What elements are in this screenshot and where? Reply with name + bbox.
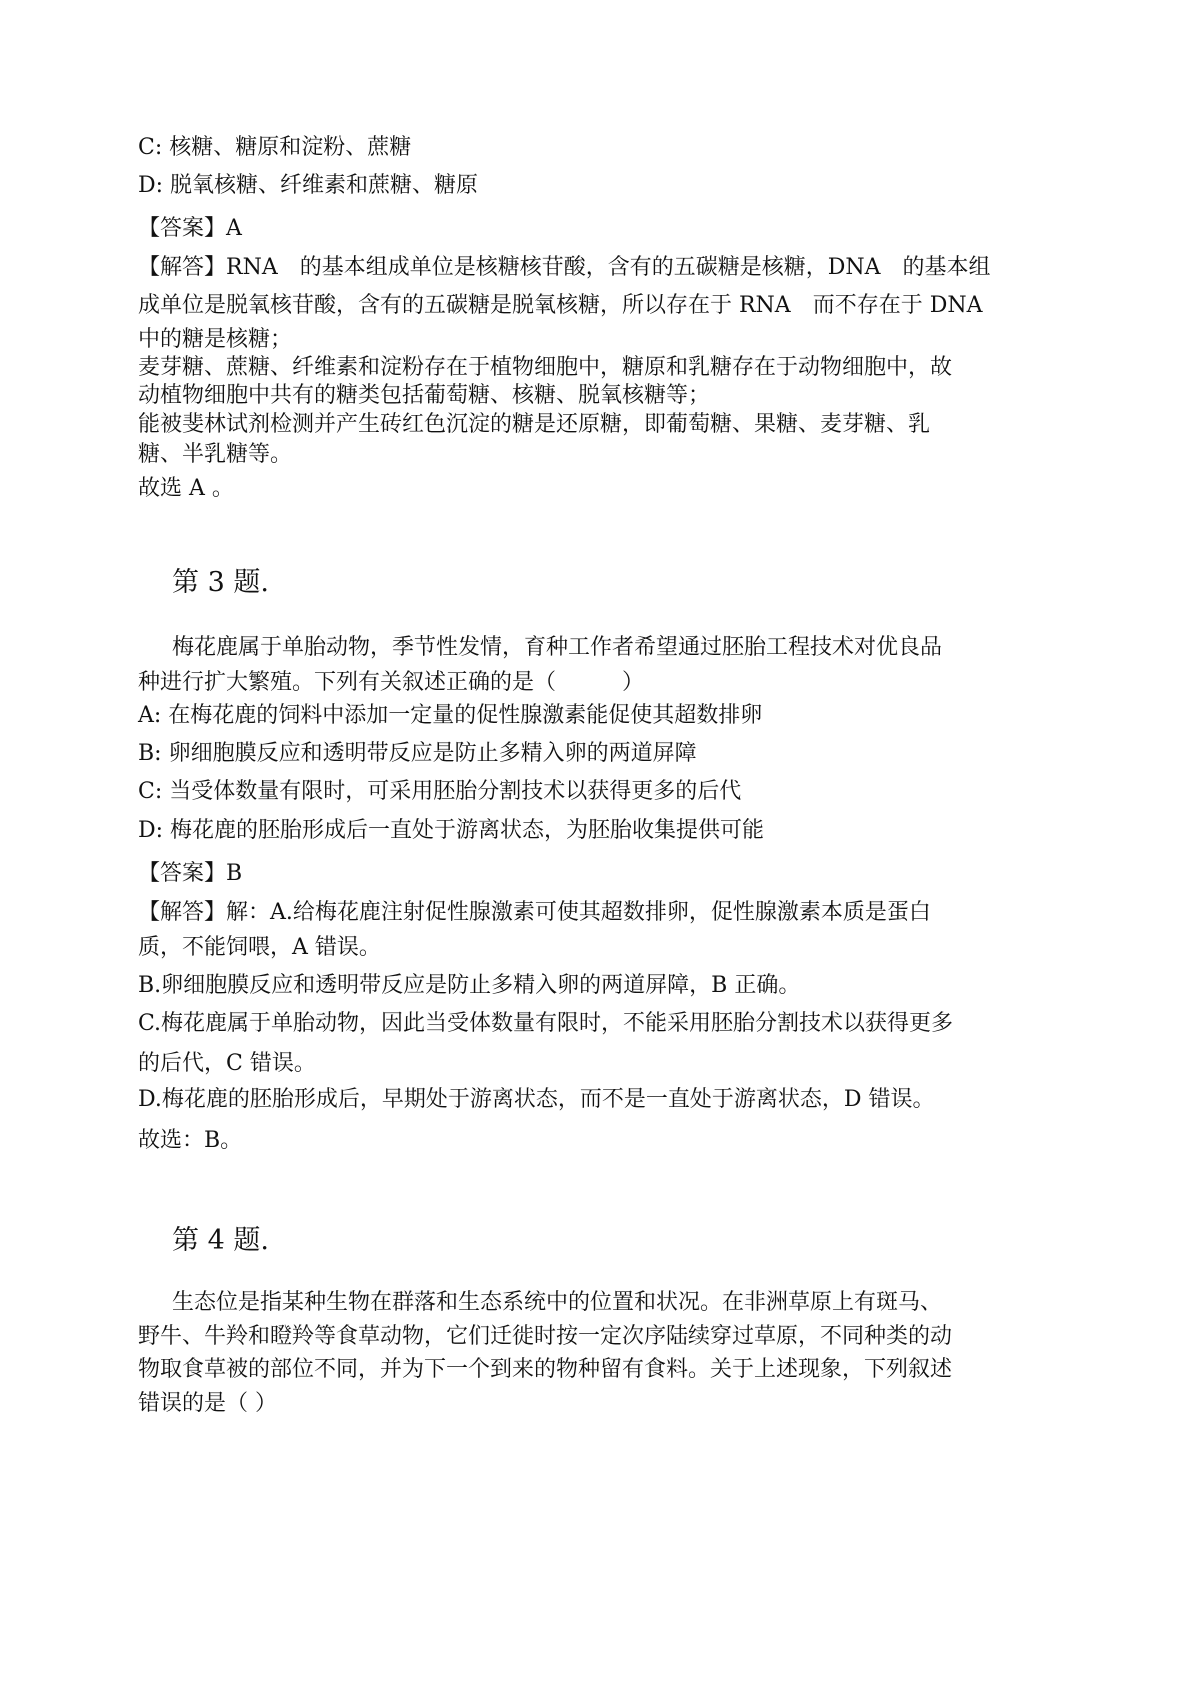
explanation-line: 质，不能饲喂，A 错误。 [138,935,381,960]
question-title: 第 3 题. [172,567,269,598]
explanation-line: 麦芽糖、蔗糖、纤维素和淀粉存在于植物细胞中，糖原和乳糖存在于动物细胞中，故 [138,355,953,380]
stem-line: 物取食草被的部位不同，并为下一个到来的物种留有食料。关于上述现象，下列叙述 [138,1357,953,1382]
conclusion: 故选 A 。 [138,476,234,501]
option-c: C: 核糖、糖原和淀粉、蔗糖 [138,135,412,160]
option-b: B: 卵细胞膜反应和透明带反应是防止多精入卵的两道屏障 [138,741,697,766]
conclusion: 故选：B。 [138,1128,243,1153]
explanation-line: C.梅花鹿属于单胎动物，因此当受体数量有限时，不能采用胚胎分割技术以获得更多 [138,1011,954,1036]
explanation-line: 的后代，C 错误。 [138,1051,316,1076]
explanation-line: 动植物细胞中共有的糖类包括葡萄糖、核糖、脱氧核糖等； [138,383,711,408]
answer: 【答案】A [138,216,242,241]
explanation-line: 中的糖是核糖； [138,327,293,352]
explanation-line: D.梅花鹿的胚胎形成后，早期处于游离状态，而不是一直处于游离状态，D 错误。 [138,1087,935,1112]
option-a: A: 在梅花鹿的饲料中添加一定量的促性腺激素能促使其超数排卵 [138,703,763,728]
option-d: D: 梅花鹿的胚胎形成后一直处于游离状态，为胚胎收集提供可能 [138,818,765,843]
explanation-line: 【解答】RNA 的基本组成单位是核糖核苷酸，含有的五碳糖是核糖，DNA 的基本组 [138,255,991,280]
explanation-line: B.卵细胞膜反应和透明带反应是防止多精入卵的两道屏障，B 正确。 [138,973,801,998]
answer: 【答案】B [138,861,243,886]
explanation-line: 【解答】解：A.给梅花鹿注射促性腺激素可使其超数排卵，促性腺激素本质是蛋白 [138,900,931,925]
explanation-line: 糖、半乳糖等。 [138,442,293,467]
stem-line: 错误的是（ ） [138,1391,277,1416]
stem-line: 梅花鹿属于单胎动物，季节性发情，育种工作者希望通过胚胎工程技术对优良品 [172,635,943,660]
stem-line: 种进行扩大繁殖。下列有关叙述正确的是（ ） [138,670,645,695]
option-c: C: 当受体数量有限时，可采用胚胎分割技术以获得更多的后代 [138,779,742,804]
explanation-line: 能被斐林试剂检测并产生砖红色沉淀的糖是还原糖，即葡萄糖、果糖、麦芽糖、乳 [138,412,931,437]
explanation-line: 成单位是脱氧核苷酸，含有的五碳糖是脱氧核糖，所以存在于 RNA 而不存在于 DNA [138,293,983,318]
question-title: 第 4 题. [172,1225,269,1256]
stem-line: 生态位是指某种生物在群落和生态系统中的位置和状况。在非洲草原上有斑马、 [172,1290,943,1315]
option-d: D: 脱氧核糖、纤维素和蔗糖、糖原 [138,173,479,198]
stem-line: 野牛、牛羚和瞪羚等食草动物，它们迁徙时按一定次序陆续穿过草原，不同种类的动 [138,1324,953,1349]
